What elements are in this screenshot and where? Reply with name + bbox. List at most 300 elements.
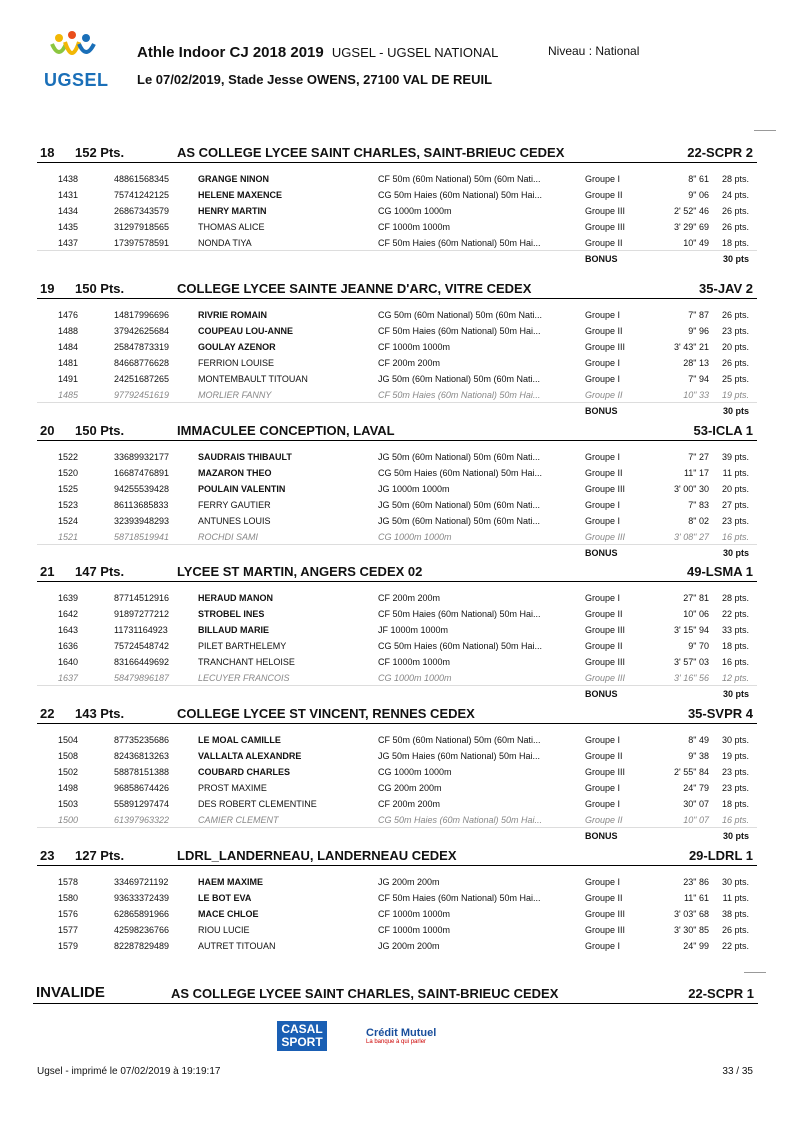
date-venue: Le 07/02/2019, Stade Jesse OWENS, 27100 VAL DE REUIL [137,72,493,87]
page-number: 33 / 35 [722,1066,753,1077]
bib-number: 1525 [58,484,79,494]
event-name: CF 1000m 1000m [378,657,451,667]
athlete-row [37,465,757,481]
group-name: Groupe III [585,206,626,216]
team-block [37,419,757,561]
organizer-name: UGSEL - UGSEL NATIONAL [331,45,499,60]
athlete-row [37,529,757,545]
athlete-row [37,187,757,203]
competition-name: Athle Indoor CJ 2018 2019 [137,44,324,61]
group-name: Groupe III [585,484,626,494]
team-points: 143 Pts. [75,706,125,721]
athlete-row [37,513,757,529]
bonus-row [37,251,757,267]
event-name: CG 1000m 1000m [378,767,452,777]
athlete-name: ROCHDI SAMI [198,532,259,542]
license-number: 55891297474 [114,799,170,809]
event-name: JG 50m (60m National) 50m (60m Nati... [378,516,541,526]
performance: 10" 07 [683,815,709,825]
corner-mark-invalid [744,972,766,973]
athlete-name: MONTEMBAULT TITOUAN [198,374,308,384]
athlete-row [37,812,757,828]
license-number: 97792451619 [114,390,170,400]
license-number: 48861568345 [114,174,170,184]
team-block [37,702,757,844]
event-name: CG 50m Haies (60m National) 50m Hai... [378,468,543,478]
group-name: Groupe III [585,222,626,232]
event-name: JG 50m (60m National) 50m (60m Nati... [378,374,541,384]
team-code: 35-SVPR 4 [687,706,753,721]
performance: 3' 43" 21 [674,342,709,352]
athlete-name: ANTUNES LOUIS [198,516,271,526]
team-name: COLLEGE LYCEE ST VINCENT, RENNES CEDEX [177,706,475,721]
bonus-points: 30 pts [722,831,749,841]
bib-number: 1438 [58,174,79,184]
athlete-name: HELENE MAXENCE [198,190,283,200]
event-name: CG 200m 200m [378,783,442,793]
bib-number: 1431 [58,190,79,200]
athlete-points: 18 pts. [721,641,749,651]
athlete-row [37,638,757,654]
group-name: Groupe III [585,673,626,683]
athlete-name: MAZARON THEO [198,468,272,478]
team-points: 150 Pts. [75,423,125,438]
athlete-points: 28 pts. [721,593,749,603]
bonus-row [37,686,757,702]
license-number: 94255539428 [114,484,170,494]
group-name: Groupe I [585,310,621,320]
athlete-row [37,171,757,187]
bonus-label: BONUS [585,254,618,264]
bib-number: 1523 [58,500,79,510]
bonus-label: BONUS [585,548,618,558]
group-name: Groupe II [585,238,623,248]
athlete-row [37,654,757,670]
bib-number: 1522 [58,452,79,462]
athlete-row [37,606,757,622]
license-number: 42598236766 [114,925,170,935]
team-header [37,844,757,866]
team-points: 152 Pts. [75,145,125,160]
license-number: 86113685833 [114,500,169,510]
team-block [37,277,757,419]
athlete-name: BILLAUD MARIE [198,625,269,635]
license-number: 26867343579 [114,206,170,216]
athlete-name: GOULAY AZENOR [198,342,276,352]
athlete-name: SAUDRAIS THIBAULT [198,452,292,462]
team-header [37,560,757,582]
event-name: JG 50m (60m National) 50m (60m Nati... [378,452,541,462]
athlete-name: POULAIN VALENTIN [198,484,286,494]
event-name: CG 50m (60m National) 50m (60m Nati... [378,310,543,320]
athlete-name: HERAUD MANON [198,593,273,603]
bib-number: 1485 [58,390,79,400]
bonus-label: BONUS [585,689,618,699]
bib-number: 1437 [58,238,79,248]
event-name: CF 50m Haies (60m National) 50m Hai... [378,609,541,619]
athlete-points: 26 pts. [721,206,749,216]
performance: 3' 15" 94 [674,625,709,635]
license-number: 14817996696 [114,310,170,320]
performance: 2' 55" 84 [674,767,709,777]
group-name: Groupe II [585,641,623,651]
bib-number: 1504 [58,735,79,745]
license-number: 16687476891 [114,468,170,478]
invalid-team-code: 22-SCPR 1 [688,986,754,1001]
athlete-points: 23 pts. [721,326,749,336]
athlete-row [37,780,757,796]
athlete-name: PROST MAXIME [198,783,267,793]
license-number: 58718519941 [114,532,170,542]
team-rank: 19 [40,281,55,296]
athlete-points: 22 pts. [721,609,749,619]
license-number: 58479896187 [114,673,170,683]
bonus-points: 30 pts [722,406,749,416]
team-header [37,141,757,163]
invalid-team-name: AS COLLEGE LYCEE SAINT CHARLES, SAINT-BRIEUC CEDEX [171,986,559,1001]
performance: 3' 57" 03 [674,657,709,667]
license-number: 31297918565 [114,222,170,232]
team-rank: 20 [40,423,55,438]
performance: 7" 27 [688,452,709,462]
athlete-points: 24 pts. [721,190,749,200]
invalid-team-header [33,982,758,1004]
athlete-points: 23 pts. [721,767,749,777]
athlete-name: COUPEAU LOU-ANNE [198,326,294,336]
credit-mutuel-logo [366,1027,436,1045]
athlete-points: 30 pts. [721,877,749,887]
athlete-name: THOMAS ALICE [198,222,265,232]
athlete-row [37,796,757,812]
print-info: Ugsel - imprimé le 07/02/2019 à 19:19:17 [37,1066,221,1077]
bib-number: 1435 [58,222,79,232]
team-name: LDRL_LANDERNEAU, LANDERNEAU CEDEX [177,848,457,863]
ugsel-logo [44,30,124,90]
group-name: Groupe III [585,925,626,935]
athlete-row [37,906,757,922]
event-name: CF 1000m 1000m [378,909,451,919]
athlete-points: 20 pts. [721,342,749,352]
bib-number: 1643 [58,625,79,635]
team-points: 147 Pts. [75,564,125,579]
license-number: 58878151388 [114,767,170,777]
event-name: CF 50m Haies (60m National) 50m Hai... [378,326,541,336]
bib-number: 1434 [58,206,79,216]
team-name: AS COLLEGE LYCEE SAINT CHARLES, SAINT-BRIEUC CEDEX [177,145,565,160]
event-name: JG 50m (60m National) 50m (60m Nati... [378,500,541,510]
bonus-label: BONUS [585,831,618,841]
team-code: 53-ICLA 1 [693,423,753,438]
athlete-list [37,874,757,954]
athlete-row [37,670,757,686]
event-name: CG 1000m 1000m [378,673,452,683]
athlete-name: PILET BARTHELEMY [198,641,287,651]
bonus-label: BONUS [585,406,618,416]
bib-number: 1579 [58,941,79,951]
athlete-row [37,890,757,906]
license-number: 17397578591 [114,238,170,248]
performance: 7" 83 [688,500,709,510]
athlete-name: MACE CHLOE [198,909,259,919]
athlete-row [37,764,757,780]
athlete-name: FERRY GAUTIER [198,500,271,510]
bib-number: 1521 [58,532,79,542]
event-title [137,44,498,61]
performance: 11" 61 [683,893,709,903]
athlete-points: 11 pts. [722,893,749,903]
athlete-list [37,449,757,561]
event-name: CF 50m (60m National) 50m (60m Nati... [378,735,541,745]
performance: 9" 38 [688,751,709,761]
performance: 10" 49 [683,238,709,248]
performance: 24" 79 [683,783,709,793]
athlete-points: 12 pts. [721,673,749,683]
group-name: Groupe I [585,877,621,887]
group-name: Groupe II [585,326,623,336]
athlete-row [37,874,757,890]
athlete-points: 30 pts. [721,735,749,745]
bib-number: 1640 [58,657,79,667]
group-name: Groupe I [585,174,621,184]
license-number: 82287829489 [114,941,170,951]
license-number: 93633372439 [114,893,170,903]
athlete-name: COUBARD CHARLES [198,767,290,777]
athlete-name: DES ROBERT CLEMENTINE [198,799,317,809]
performance: 27" 81 [683,593,709,603]
group-name: Groupe III [585,342,626,352]
license-number: 75724548742 [114,641,170,651]
casal-sport-logo: CASAL SPORT [277,1021,327,1051]
performance: 3' 29" 69 [674,222,709,232]
athlete-row [37,481,757,497]
team-block [37,844,757,954]
corner-mark [754,130,776,131]
performance: 8" 49 [688,735,709,745]
bonus-row [37,545,757,561]
bonus-row [37,403,757,419]
performance: 3' 30" 85 [674,925,709,935]
team-points: 127 Pts. [75,848,125,863]
performance: 9" 70 [688,641,709,651]
team-code: 49-LSMA 1 [687,564,753,579]
athlete-row [37,203,757,219]
group-name: Groupe I [585,500,621,510]
athlete-row [37,235,757,251]
performance: 10" 33 [683,390,709,400]
group-name: Groupe I [585,735,621,745]
bib-number: 1520 [58,468,79,478]
athlete-points: 28 pts. [721,174,749,184]
performance: 2' 52" 46 [674,206,709,216]
event-name: CG 50m Haies (60m National) 50m Hai... [378,190,543,200]
team-header [37,419,757,441]
group-name: Groupe II [585,815,623,825]
athlete-name: CAMIER CLEMENT [198,815,279,825]
athlete-points: 16 pts. [721,657,749,667]
group-name: Groupe I [585,799,621,809]
group-name: Groupe I [585,358,621,368]
performance: 28" 13 [683,358,709,368]
bib-number: 1503 [58,799,79,809]
group-name: Groupe II [585,190,623,200]
athlete-points: 23 pts. [721,783,749,793]
athlete-points: 38 pts. [721,909,749,919]
bib-number: 1580 [58,893,79,903]
license-number: 11731164923 [114,625,168,635]
performance: 9" 06 [688,190,709,200]
athlete-name: RIVRIE ROMAIN [198,310,268,320]
athlete-name: FERRION LOUISE [198,358,275,368]
performance: 3' 16" 56 [674,673,709,683]
athlete-row [37,339,757,355]
group-name: Groupe II [585,751,623,761]
athlete-points: 16 pts. [721,532,749,542]
bib-number: 1481 [58,358,79,368]
team-code: 22-SCPR 2 [687,145,753,160]
athlete-name: LECUYER FRANCOIS [198,673,290,683]
license-number: 87714512916 [114,593,170,603]
license-number: 84668776628 [114,358,170,368]
group-name: Groupe I [585,593,621,603]
bib-number: 1488 [58,326,79,336]
performance: 8" 02 [688,516,709,526]
team-code: 29-LDRL 1 [688,848,753,863]
team-header [37,702,757,724]
athlete-name: HENRY MARTIN [198,206,267,216]
license-number: 75741242125 [114,190,170,200]
event-name: JG 1000m 1000m [378,484,450,494]
team-block [37,141,757,267]
group-name: Groupe II [585,609,623,619]
athlete-points: 25 pts. [721,374,749,384]
event-name: JG 200m 200m [378,877,440,887]
event-name: CF 1000m 1000m [378,342,451,352]
bib-number: 1524 [58,516,79,526]
athlete-name: NONDA TIYA [198,238,252,248]
group-name: Groupe III [585,657,626,667]
license-number: 37942625684 [114,326,170,336]
athlete-points: 22 pts. [721,941,749,951]
team-name: COLLEGE LYCEE SAINTE JEANNE D'ARC, VITRE CEDEX [177,281,532,296]
license-number: 33469721192 [114,877,169,887]
performance: 10" 06 [683,609,709,619]
athlete-row [37,732,757,748]
group-name: Groupe I [585,783,621,793]
group-name: Groupe I [585,452,621,462]
athlete-points: 39 pts. [721,452,749,462]
event-name: CF 200m 200m [378,799,441,809]
bib-number: 1508 [58,751,79,761]
group-name: Groupe I [585,374,621,384]
license-number: 32393948293 [114,516,170,526]
bib-number: 1642 [58,609,79,619]
bib-number: 1577 [58,925,79,935]
event-name: CG 1000m 1000m [378,532,452,542]
license-number: 83166449692 [114,657,170,667]
event-name: CF 200m 200m [378,593,441,603]
bib-number: 1578 [58,877,79,887]
performance: 24" 99 [683,941,709,951]
athlete-points: 26 pts. [721,310,749,320]
bib-number: 1500 [58,815,79,825]
athlete-name: RIOU LUCIE [198,925,250,935]
bonus-row [37,828,757,844]
performance: 7" 87 [688,310,709,320]
license-number: 91897277212 [114,609,170,619]
level-label: Niveau : National [548,44,640,58]
license-number: 33689932177 [114,452,170,462]
group-name: Groupe I [585,941,621,951]
event-name: CG 50m Haies (60m National) 50m Hai... [378,641,543,651]
team-name: LYCEE ST MARTIN, ANGERS CEDEX 02 [177,564,423,579]
license-number: 24251687265 [114,374,170,384]
group-name: Groupe II [585,468,623,478]
event-name: CF 50m Haies (60m National) 50m Hai... [378,238,541,248]
bib-number: 1498 [58,783,79,793]
group-name: Groupe III [585,909,626,919]
athlete-points: 11 pts. [722,468,749,478]
performance: 7" 94 [688,374,709,384]
license-number: 62865891966 [114,909,170,919]
group-name: Groupe III [585,532,626,542]
event-name: CF 50m Haies (60m National) 50m Hai... [378,390,541,400]
bib-number: 1476 [58,310,79,320]
event-name: JG 50m Haies (60m National) 50m Hai... [378,751,541,761]
performance: 9" 96 [688,326,709,336]
athlete-points: 19 pts. [721,390,749,400]
performance: 23" 86 [683,877,709,887]
athlete-name: HAEM MAXIME [198,877,263,887]
bib-number: 1636 [58,641,79,651]
athlete-points: 16 pts. [721,815,749,825]
performance: 3' 00" 30 [674,484,709,494]
team-rank: 18 [40,145,55,160]
event-name: CG 1000m 1000m [378,206,452,216]
athlete-points: 27 pts. [721,500,749,510]
license-number: 25847873319 [114,342,170,352]
athlete-points: 26 pts. [721,222,749,232]
bib-number: 1639 [58,593,79,603]
athlete-name: LE BOT EVA [198,893,252,903]
event-name: JF 1000m 1000m [378,625,449,635]
license-number: 96858674426 [114,783,170,793]
bib-number: 1491 [58,374,79,384]
page-header [0,0,793,100]
event-name: JG 200m 200m [378,941,440,951]
athlete-points: 18 pts. [721,238,749,248]
athlete-list [37,590,757,702]
group-name: Groupe III [585,767,626,777]
athlete-points: 33 pts. [721,625,749,635]
group-name: Groupe II [585,390,623,400]
ugsel-logo-icon [44,30,104,70]
bib-number: 1502 [58,767,79,777]
athlete-points: 19 pts. [721,751,749,761]
athlete-points: 23 pts. [721,516,749,526]
athlete-name: TRANCHANT HELOISE [198,657,295,667]
logo-text: UGSEL [44,70,109,90]
credit-mutuel-tagline: La banque à qui parler [366,1039,427,1045]
license-number: 82436813263 [114,751,170,761]
team-points: 150 Pts. [75,281,125,296]
license-number: 61397963322 [114,815,170,825]
athlete-row [37,307,757,323]
credit-mutuel-name: Crédit Mutuel [366,1027,437,1039]
athlete-points: 26 pts. [721,925,749,935]
team-rank: 23 [40,848,55,863]
event-name: CF 1000m 1000m [378,925,451,935]
athlete-points: 26 pts. [721,358,749,368]
